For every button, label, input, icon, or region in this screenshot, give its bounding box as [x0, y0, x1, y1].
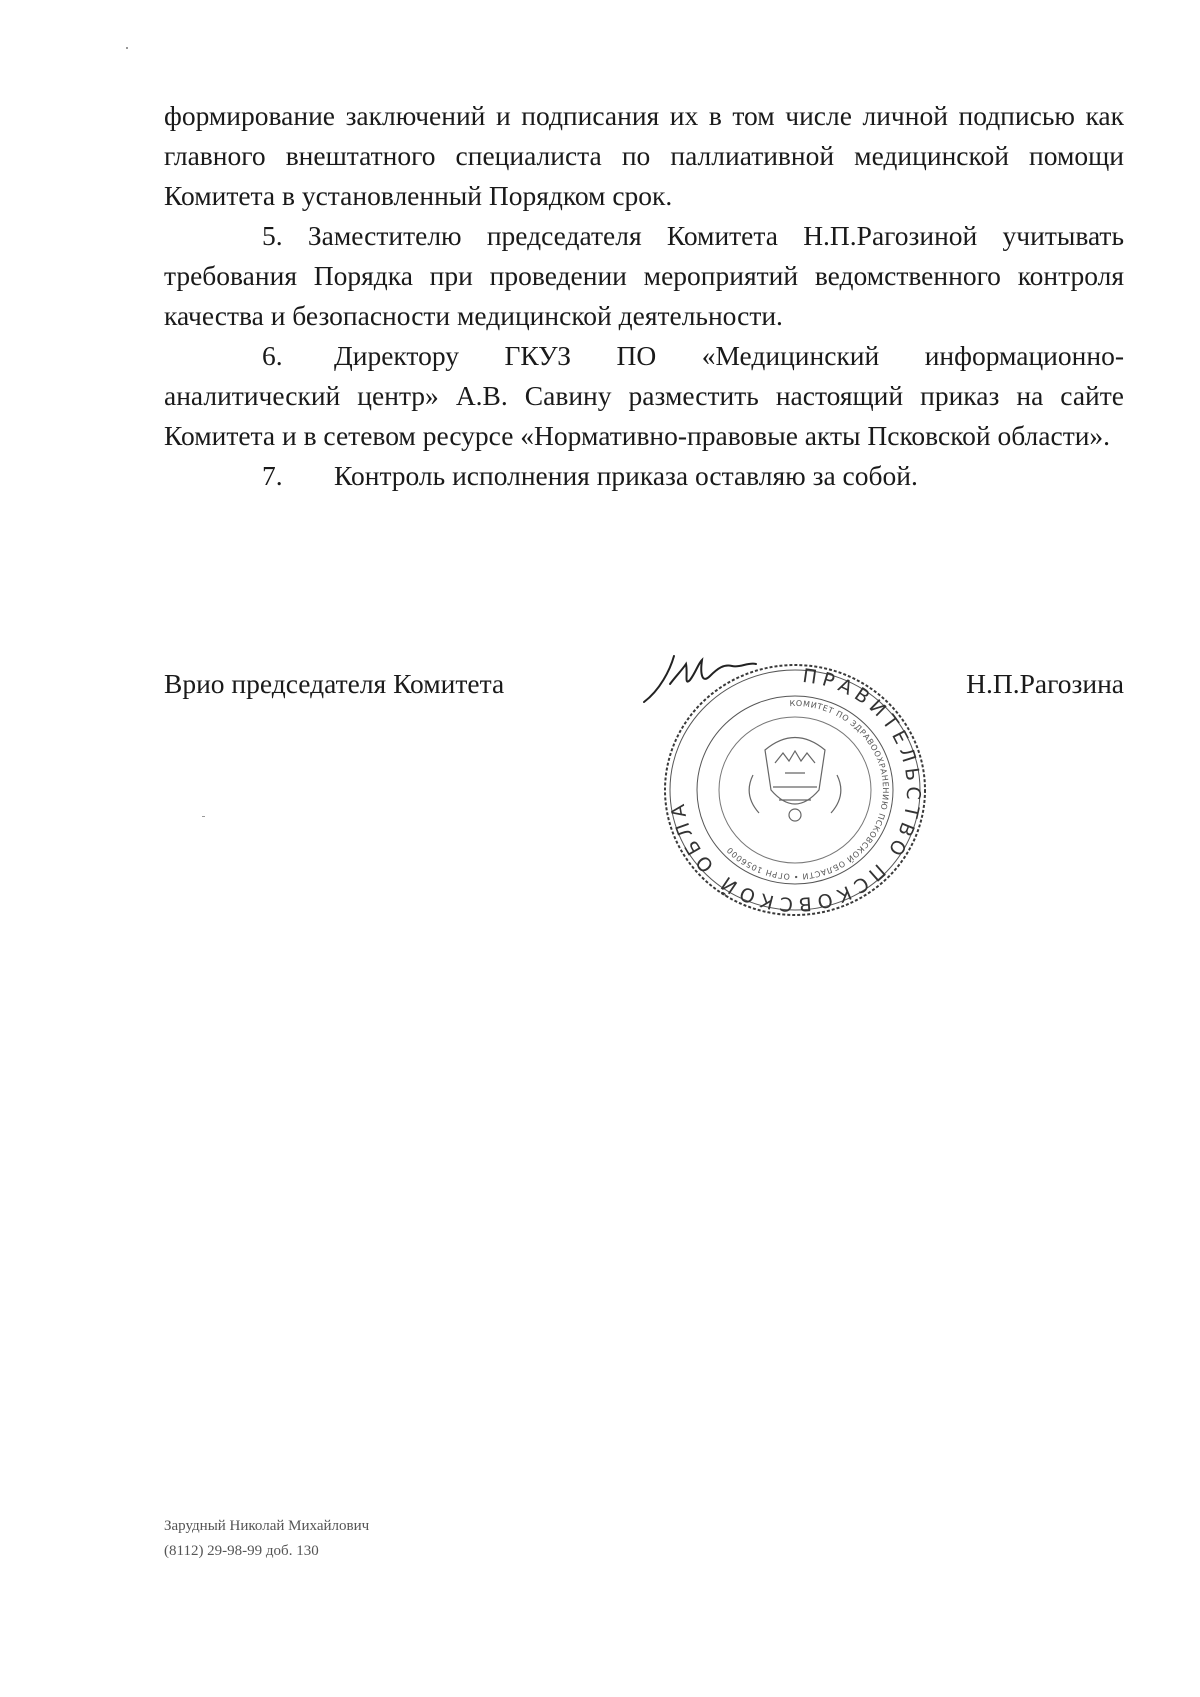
handwritten-signature	[640, 650, 760, 710]
paragraph-5	[164, 216, 1124, 336]
executor-footer	[164, 1514, 369, 1564]
paragraph-number: 6.	[262, 340, 283, 371]
paragraph-continuation	[164, 96, 1124, 216]
paragraph-text: Заместителю председателя Комитета Н.П.Рагозиной учитывать требования Порядка при проведении мероприятий ведомственного контроля качества и безопасности медицинской деятельности.	[164, 220, 1124, 331]
paragraph-text: формирование заключений и подписания их в том числе личной подписью как главного внештатного специалиста по паллиативной медицинской помощи Комитета в установленный Порядком срок.	[164, 100, 1124, 211]
stamp-outer-text: ПРАВИТЕЛЬСТВО ПСКОВСКОЙ ОБЛА	[666, 664, 925, 916]
paragraph-text: Директору ГКУЗ ПО «Медицинский информационно-аналитический центр» А.В. Савину разместить настоящий приказ на сайте Комитета и в сетевом ресурсе «Нормативно-правовые акты Псковской области».	[164, 340, 1124, 451]
coat-of-arms-icon	[749, 738, 841, 822]
paragraph-number: 5.	[262, 220, 283, 251]
executor-phone: (8112) 29-98-99 доб. 130	[164, 1543, 319, 1559]
order-body	[164, 96, 1124, 496]
paragraph-text: Контроль исполнения приказа оставляю за собой.	[334, 460, 918, 491]
signatory-name: Н.П.Рагозина	[966, 668, 1124, 699]
paragraph-number: 7.	[262, 460, 283, 491]
scan-speck	[126, 47, 128, 49]
scan-speck	[202, 816, 205, 817]
paragraph-7	[164, 456, 1124, 496]
stamp-inner-text: КОМИТЕТ ПО ЗДРАВООХРАНЕНИЮ ПСКОВСКОЙ ОБЛАСТИ • ОГРН 1056000	[724, 698, 891, 882]
paragraph-6	[164, 336, 1124, 456]
executor-name: Зарудный Николай Михайлович	[164, 1518, 370, 1534]
signatory-role: Врио председателя Комитета	[164, 668, 505, 699]
